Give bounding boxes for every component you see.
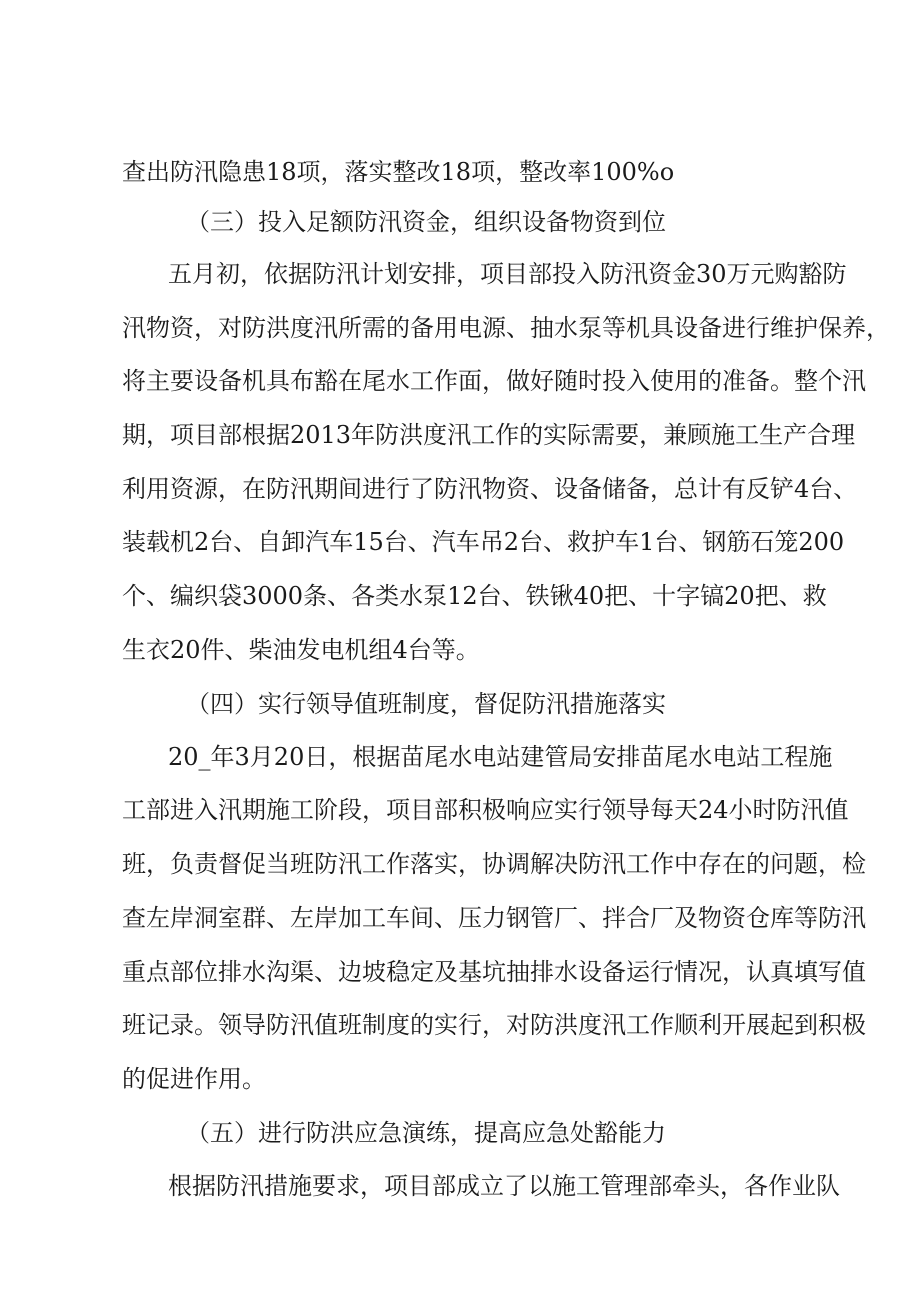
paragraph-line: 利用资源，在防汛期间进行了防汛物资、设备储备，总计有反铲4台、 [122,475,858,503]
paragraph-line: 五月初，依据防汛计划安排，项目部投入防汛资金30万元购豁防 [168,260,847,288]
section-heading-4: （四）实行领导值班制度，督促防汛措施落实 [186,690,666,718]
paragraph-line: 根据防汛措施要求，项目部成立了以施工管理部牵头，各作业队 [168,1172,840,1200]
paragraph-line: 生衣20件、柴油发电机组4台等。 [122,636,480,664]
paragraph-line: 期，项目部根据2013年防洪度汛工作的实际需要，兼顾施工生产合理 [122,421,856,449]
paragraph-line: 查左岸洞室群、左岸加工车间、压力钢管厂、拌合厂及物资仓库等防汛 [122,904,866,932]
paragraph-line: 装载机2台、自卸汽车15台、汽车吊2台、救护车1台、钢筋石笼200 [122,528,845,556]
paragraph-line: 20_年3月20日，根据苗尾水电站建管局安排苗尾水电站工程施 [168,743,833,771]
paragraph-line: 工部进入汛期施工阶段，项目部积极响应实行领导每天24小时防汛值 [122,796,849,824]
paragraph-line: 的促进作用。 [122,1065,266,1093]
paragraph-line: 重点部位排水沟渠、边坡稳定及基坑抽排水设备运行情况，认真填写值 [122,958,866,986]
paragraph-line: 将主要设备机具布豁在尾水工作面，做好随时投入使用的准备。整个汛 [122,367,866,395]
section-heading-3: （三）投入足额防汛资金，组织设备物资到位 [186,208,666,236]
paragraph-line: 班记录。领导防汛值班制度的实行，对防洪度汛工作顺利开展起到积极 [122,1011,866,1039]
paragraph-line: 查出防汛隐患18项，落实整改18项，整改率100%o [122,158,675,186]
paragraph-line: 个、编织袋3000条、各类水泵12台、铁锹40把、十字镐20把、救 [122,582,827,610]
section-heading-5: （五）进行防洪应急演练，提高应急处豁能力 [186,1119,666,1147]
paragraph-line: 班，负责督促当班防汛工作落实，协调解决防汛工作中存在的问题，检 [122,850,866,878]
paragraph-line: 汛物资，对防洪度汛所需的备用电源、抽水泵等机具设备进行维护保养， [122,314,890,342]
